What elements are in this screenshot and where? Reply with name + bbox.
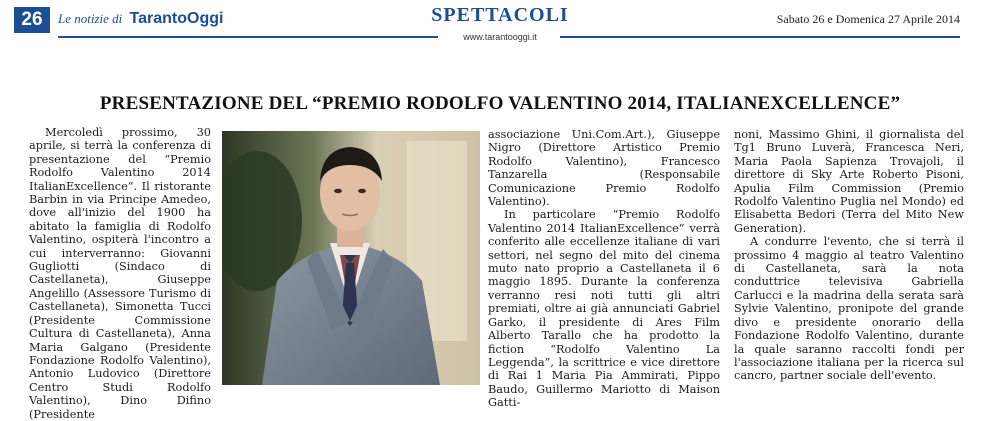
paragraph: associazione Uni.Com.Art.), Giuseppe Nigro (Direttore Artistico Premio Rodolfo Valentino), Francesco Tanzarella (Responsabile Comunicazione Premio Rodolfo Valentino). — [488, 128, 720, 209]
issue-date: Sabato 26 e Domenica 27 Aprile 2014 — [776, 12, 960, 26]
paragraph: A condurre l'evento, che si terrà il prossimo 4 maggio al teatro Valentino di Castellaneta, sarà la nota conduttrice televisiva Gabriella Carlucci e la madrina della serata sarà Sylvie Valentino, pronipote del grande divo e presidente onorario della Fondazione Rodolfo Valentino, durante la quale saranno raccolti fondi per l'associazione italiana per la ricerca sul cancro, partner sociale dell'evento. — [734, 235, 964, 383]
website: www.tarantooggi.it — [463, 32, 537, 42]
article-headline: PRESENTAZIONE DEL “PREMIO RODOLFO VALENTINO 2014, ITALIANEXCELLENCE” — [99, 93, 901, 114]
masthead-prefix: Le notizie di — [58, 11, 123, 26]
header-rule-right — [560, 36, 960, 38]
article-photo — [222, 131, 480, 385]
paragraph: In particolare “Premio Rodolfo Valentino 2014 ItalianExcellence” verrà conferito alle eccellenze italiane di vari settori, nel segno del mito del cinema muto nato proprio a Castellaneta il 6 maggio 1895. Durante la conferenza verranno resi noti tutti gli altri premiati, oltre ai già annunciati Gabriel Garko, il presidente di Ares Film Alberto Tarallo che ha prodotto la fiction “Rodolfo Valentino La Leggenda”, la scrittrice e vice direttore di Rai 1 Maria Pia Ammirati, Pippo Baudo, Guillermo Mariotto di Maison Gatti- — [488, 208, 720, 410]
paragraph: Mercoledì prossimo, 30 aprile, si terrà la conferenza di presentazione del “Premio Rodolfo Valentino 2014 ItalianExcellence”. Il ristorante Barbin in via Principe Amedeo, dove all'inizio del 1900 ha abitato la famiglia di Rodolfo Valentino, ospiterà l'incontro a cui interverranno: Giovanni Gugliotti (Sindaco di Castellaneta), Giuseppe Angelillo (Assessore Turismo di Castellaneta), Simonetta Tucci (Presidente Commissione Cultura di Castellaneta), Anna Maria Galgano (Presidente Fondazione Rodolfo Valentino), Antonio Ludovico (Direttore Centro Studi Rodolfo Valentino), Dino Difino (Presidente — [29, 126, 211, 421]
article-column-3 — [488, 128, 720, 410]
section-title: SPETTACOLI — [431, 4, 569, 26]
article-column-1 — [29, 126, 211, 421]
article-column-4 — [734, 128, 964, 383]
masthead — [58, 10, 223, 28]
masthead-brand: TarantoOggi — [129, 10, 224, 27]
page-number: 26 — [14, 7, 50, 33]
header-rule-left — [58, 36, 438, 38]
man-in-suit-photo — [222, 131, 480, 385]
paragraph: noni, Massimo Ghini, il giornalista del Tg1 Bruno Luverà, Francesca Neri, Maria Paola Sapienza Trovajoli, il direttore di Sky Arte Roberto Pisoni, Apulia Film Commission (Premio Rodolfo Valentino Puglia nel Mondo) ed Elisabetta Bedori (Terra del Mito New Generation). — [734, 128, 964, 235]
page-header — [0, 0, 1000, 50]
